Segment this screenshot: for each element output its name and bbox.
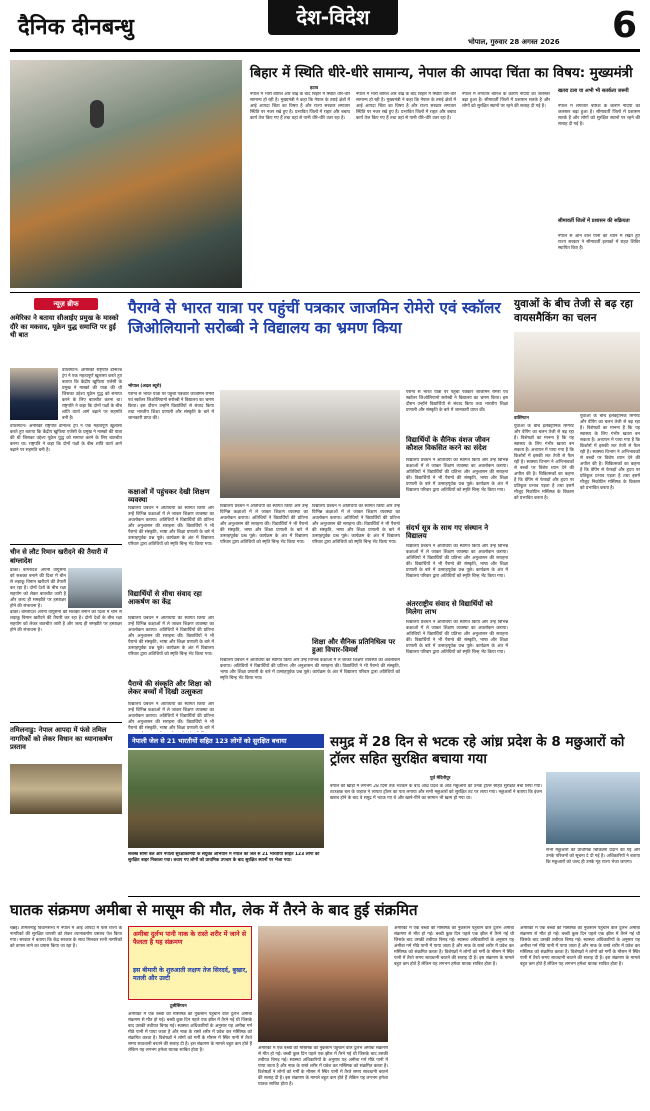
- journalist-subhead-3: पैराग्वे की संस्कृति और शिक्षा को लेकर बच्चों में दिखी उत्सुकता: [128, 680, 212, 696]
- amoeba-body-3: अमेरिका में एक बच्ची की मस्तिष्क को नुकसान पहुंचाने वाले दुर्लभ अमीबा संक्रमण से मौत हो गई। बच्ची कुछ दिन पहले एक झील में तैरने गई थी जिसके बाद उसकी तबीयत बिगड़ गई। स्वास्थ्य अधिकारियों के अनुसार यह अमीबा गर्म मीठे पानी में पाया जाता है और नाक के रास्ते शरीर में प्रवेश कर मस्तिष्क को संक्रमित करता है। विशेषज्ञों ने लोगों को गर्मी के मौसम में स्थिर पानी में तैरते समय सावधानी बरतने की सलाह दी है। इस संक्रमण के मामले बहुत कम होते हैं लेकिन यह लगभग हमेशा घातक साबित होता है।: [394, 926, 514, 967]
- news-brief-column: [10, 298, 122, 818]
- amoeba-body-1: अमेरिका में एक बच्ची की मस्तिष्क को नुकसान पहुंचाने वाले दुर्लभ अमीबा संक्रमण से मौत हो गई। बच्ची कुछ दिन पहले एक झील में तैरने गई थी जिसके बाद उसकी तबीयत बिगड़ गई। स्वास्थ्य अधिकारियों के अनुसार यह अमीबा गर्म मीठे पानी में पाया जाता है और नाक के रास्ते शरीर में प्रवेश कर मस्तिष्क को संक्रमित करता है। विशेषज्ञों ने लोगों को गर्मी के मौसम में स्थिर पानी में तैरते समय सावधानी बरतने की सलाह दी है। इस संक्रमण के मामले बहुत कम होते हैं लेकिन यह लगभग हमेशा घातक साबित होता है।: [128, 1012, 252, 1053]
- brief-rule-1: [10, 544, 122, 545]
- lead-body-col3: नेपाल में लगातार बारिश के कारण नदियों का जलस्तर बढ़ा हुआ है। सीमावर्ती जिलों में प्रशासन सतर्क है और लोगों को सुरक्षित स्थानों पर रहने की सलाह दी गई है।: [462, 92, 550, 109]
- journalist-subhead-5: विद्यार्थियों के सैनिक वंशज जीवन कौशल विकसित करने का संदेश: [406, 436, 490, 452]
- journalist-body-9: विद्यालय प्रबंधन ने अतिथियों का स्वागत किया और उन्हें विभिन्न कक्षाओं में ले जाकर शिक्षण व्यवस्था का अवलोकन कराया। अतिथियों ने विद्यार्थियों की प्रतिभा और अनुशासन की सराहना की। विद्यार्थियों ने भी पैराग्वे की संस्कृति, भाषा और शिक्षा प्रणाली के बारे में उत्साहपूर्वक प्रश्न पूछे। कार्यक्रम के अंत में विद्यालय परिवार द्वारा अतिथियों को स्मृति चिन्ह भेंट किया गया।: [406, 544, 508, 579]
- lead-side-body: नेपाल में लगातार बारिश के कारण नदियों का जलस्तर बढ़ा हुआ है। सीमावर्ती जिलों में प्रशासन सतर्क है और लोगों को सुरक्षित स्थानों पर रहने की सलाह दी गई है।: [558, 104, 640, 127]
- amoeba-byline: टूसीसिप्पन: [170, 1004, 187, 1009]
- youth-body-2: युवाओं के बीच इलेक्ट्रॉनिक सिगरेट और वेपिंग का चलन तेजी से बढ़ रहा है। विशेषज्ञों का मानना है कि यह स्वास्थ्य के लिए गंभीर खतरा बन सकता है। अध्ययन में पाया गया है कि किशोरों में इसकी लत तेजी से फैल रही है। स्वास्थ्य विभाग ने अभिभावकों से बच्चों पर विशेष ध्यान देने की अपील की है। चिकित्सकों का कहना है कि वेपिंग से फेफड़ों और हृदय पर प्रतिकूल प्रभाव पड़ता है तथा इसमें मौजूद निकोटिन मस्तिष्क के विकास को प्रभावित करता है।: [580, 414, 640, 491]
- amoeba-headline: घातक संक्रमण अमीबा से मासूम की मौत, लेक में तैरने के बाद हुई संक्रमित: [10, 901, 418, 919]
- journalist-body-10: विद्यालय प्रबंधन ने अतिथियों का स्वागत किया और उन्हें विभिन्न कक्षाओं में ले जाकर शिक्षण व्यवस्था का अवलोकन कराया। अतिथियों ने विद्यार्थियों की प्रतिभा और अनुशासन की सराहना की। विद्यार्थियों ने भी पैराग्वे की संस्कृति, भाषा और शिक्षा प्रणाली के बारे में उत्साहपूर्वक प्रश्न पूछे। कार्यक्रम के अंत में विद्यालय परिवार द्वारा अतिथियों को स्मृति चिन्ह भेंट किया गया।: [406, 620, 508, 655]
- journalist-intro: पैराग्वे से भारत यात्रा पर पहुंचीं पत्रकार जाजमिन रोमेरो एवं स्कॉलर जिओलियानो सरोब्बी ने विद्यालय का भ्रमण किया। इस दौरान उन्होंने विद्यार्थियों से संवाद किया तथा भारतीय शिक्षा प्रणाली और संस्कृति के बारे में जानकारी प्राप्त की।: [128, 392, 214, 421]
- brief-title-3: तमिलनाडु: नेपाल आपदा में फंसे तमिल नागरिकों को लेकर विधान का ध्यानाकर्षण प्रस्ताव: [10, 726, 113, 752]
- journalist-body-3: विद्यालय प्रबंधन ने अतिथियों का स्वागत किया और उन्हें विभिन्न कक्षाओं में ले जाकर शिक्षण व्यवस्था का अवलोकन कराया। अतिथियों ने विद्यार्थियों की प्रतिभा और अनुशासन की सराहना की। विद्यार्थियों ने भी पैराग्वे की संस्कृति, भाषा और शिक्षा प्रणाली के बारे में: [128, 702, 214, 731]
- fishermen-headline: समुद्र में 28 दिन से भटक रहे आंध्र प्रदेश के 8 मछुआरों को ट्रॉलर सहित सुरक्षित बचाया गया: [330, 734, 625, 767]
- brief-body-1: वाशिंगटन। अमेरिकी राष्ट्रपति डोनाल्ड ट्रंप ने एक महत्वपूर्ण खुलासा करते हुए बताया कि केंद्रीय खुफिया एजेंसी के प्रमुख ने मास्को की यात्रा की थी जिसका उद्देश्य यूक्रेन युद्ध को समाप्त करने के लिए बातचीत करना था। राष्ट्रपति ने कहा कि दोनों पक्षों के बीच शांति वार्ता आगे बढ़ाने पर सहमति बनी है।: [62, 368, 122, 421]
- fishermen-story: [330, 734, 640, 894]
- masthead: [0, 0, 650, 58]
- brief-rule-2: [10, 722, 122, 723]
- amoeba-photo: [258, 926, 388, 1042]
- journalist-headline: पैराग्वे से भारत यात्रा पर पहुंचीं पत्रकार जाजमिन रोमेरो एवं स्कॉलर जिओलियानो सरोब्बी ने विद्यालय का भ्रमण किया: [128, 299, 501, 337]
- amoeba-left-brief: चेन्नई। तमिलनाडु विधानसभा में नेपाल में आई आपदा में फंसे राज्य के नागरिकों की सुरक्षित वापसी को लेकर ध्यानाकर्षण प्रस्ताव पेश किया गया। सरकार ने बताया कि केंद्र सरकार के साथ मिलकर सभी नागरिकों को वापस लाने का प्रयास किया जा रहा है।: [10, 926, 122, 949]
- journalist-subhead-4: शिक्षा और सैनिक प्रतिनिधित्व पर हुआ विचार-विमर्श: [312, 638, 396, 654]
- brief-title-2: चीन से लौट रिमान खरीदने की तैयारी में बांग्लादेश: [10, 548, 108, 565]
- amoeba-body-2: अमेरिका में एक बच्ची की मस्तिष्क को नुकसान पहुंचाने वाले दुर्लभ अमीबा संक्रमण से मौत हो गई। बच्ची कुछ दिन पहले एक झील में तैरने गई थी जिसके बाद उसकी तबीयत बिगड़ गई। स्वास्थ्य अधिकारियों के अनुसार यह अमीबा गर्म मीठे पानी में पाया जाता है और नाक के रास्ते शरीर में प्रवेश कर मस्तिष्क को संक्रमित करता है। विशेषज्ञों ने लोगों को गर्मी के मौसम में स्थिर पानी में तैरते समय सावधानी बरतने की सलाह दी है। इस संक्रमण के मामले बहुत कम होते हैं लेकिन यह लगभग हमेशा घातक साबित होता है।: [258, 1046, 388, 1087]
- amoeba-inset-title: अमीबा दुर्लभ पानी नाक के रास्ते शरीर में जाने से फैलता है यह संक्रमण: [133, 930, 247, 946]
- brief-body-1b: वाशिंगटन। अमेरिकी राष्ट्रपति डोनाल्ड ट्रंप ने एक महत्वपूर्ण खुलासा करते हुए बताया कि केंद्रीय खुफिया एजेंसी के प्रमुख ने मास्को की यात्रा की थी जिसका उद्देश्य यूक्रेन युद्ध को समाप्त करने के लिए बातचीत करना था। राष्ट्रपति ने कहा कि दोनों पक्षों के बीच शांति वार्ता आगे बढ़ाने पर सहमति बनी है।: [10, 424, 122, 453]
- journalist-body-4: विद्यालय प्रबंधन ने अतिथियों का स्वागत किया और उन्हें विभिन्न कक्षाओं में ले जाकर शिक्षण व्यवस्था का अवलोकन कराया। अतिथियों ने विद्यार्थियों की प्रतिभा और अनुशासन की सराहना की। विद्यार्थियों ने भी पैराग्वे की संस्कृति, भाषा और शिक्षा प्रणाली के बारे में उत्साहपूर्वक प्रश्न पूछे। कार्यक्रम के अंत में विद्यालय परिवार द्वारा अतिथियों को स्मृति चिन्ह भेंट किया गया।: [220, 504, 308, 545]
- journalist-body-5: विद्यालय प्रबंधन ने अतिथियों का स्वागत किया और उन्हें विभिन्न कक्षाओं में ले जाकर शिक्षण व्यवस्था का अवलोकन कराया। अतिथियों ने विद्यार्थियों की प्रतिभा और अनुशासन की सराहना की। विद्यार्थियों ने भी पैराग्वे की संस्कृति, भाषा और शिक्षा प्रणाली के बारे में उत्साहपूर्वक प्रश्न पूछे। कार्यक्रम के अंत में विद्यालय परिवार द्वारा अतिथियों को स्मृति चिन्ह भेंट किया गया।: [312, 504, 400, 545]
- youth-byline: वाशिंगटन: [514, 416, 529, 421]
- journalist-subhead-6: संदर्भ सूत्र के साथ गए संस्थान ने विद्यालय: [406, 524, 489, 540]
- journalist-story: [128, 298, 508, 732]
- page-number: 6: [612, 5, 638, 46]
- amoeba-inset: [128, 926, 252, 1000]
- masthead-rule: [10, 49, 640, 52]
- journalist-body-8: विद्यालय प्रबंधन ने अतिथियों का स्वागत किया और उन्हें विभिन्न कक्षाओं में ले जाकर शिक्षण व्यवस्था का अवलोकन कराया। अतिथियों ने विद्यार्थियों की प्रतिभा और अनुशासन की सराहना की। विद्यार्थियों ने भी पैराग्वे की संस्कृति, भाषा और शिक्षा प्रणाली के बारे में उत्साहपूर्वक प्रश्न पूछे। कार्यक्रम के अंत में विद्यालय परिवार द्वारा अतिथियों को स्मृति चिन्ह भेंट किया गया।: [406, 458, 508, 493]
- microphone-icon: [90, 100, 104, 128]
- fishermen-photo: [546, 772, 640, 844]
- amoeba-body-4: अमेरिका में एक बच्ची की मस्तिष्क को नुकसान पहुंचाने वाले दुर्लभ अमीबा संक्रमण से मौत हो गई। बच्ची कुछ दिन पहले एक झील में तैरने गई थी जिसके बाद उसकी तबीयत बिगड़ गई। स्वास्थ्य अधिकारियों के अनुसार यह अमीबा गर्म मीठे पानी में पाया जाता है और नाक के रास्ते शरीर में प्रवेश कर मस्तिष्क को संक्रमित करता है। विशेषज्ञों ने लोगों को गर्मी के मौसम में स्थिर पानी में तैरते समय सावधानी बरतने की सलाह दी है। इस संक्रमण के मामले बहुत कम होते हैं लेकिन यह लगभग हमेशा घातक साबित होता है।: [520, 926, 640, 967]
- news-brief-label-text: न्यूज़ ब्रीफ: [53, 300, 79, 308]
- mid-rule: [128, 896, 640, 897]
- journalist-byline: भोपाल (अदल ब्यूरो): [128, 384, 162, 389]
- lead-headline: बिहार में स्थिति धीरे-धीरे सामान्य, नेपाल की आपदा चिंता का विषय: मुख्यमंत्री: [250, 65, 633, 81]
- amoeba-story: [10, 900, 640, 1105]
- youth-photo: [514, 332, 640, 412]
- lead-photo: [10, 60, 242, 288]
- lead-body-col2: नेपाल में भारी बारिश और बाढ़ के बाद बिहार में स्थिति धीरे-धीरे सामान्य हो रही है। मुख्यमंत्री ने कहा कि नेपाल के तराई क्षेत्रों में आई आपदा चिंता का विषय है और राज्य सरकार लगातार स्थिति पर नजर रखे हुए है। प्रभावित जिलों में राहत और बचाव कार्य तेज किए गए हैं तथा वहां से पानी धीरे-धीरे उतर रहा है।: [356, 92, 456, 121]
- fishermen-body-1: बंगाल की खाड़ी में लगभग 28 दिनों तक भटकने के बाद आंध्र प्रदेश के आठ मछुआरों को उनके ट्रॉलर सहित सुरक्षित बचा लिया गया। तटरक्षक बल के जहाज ने लापता ट्रॉलर का पता लगाया और सभी मछुआरों को सुरक्षित तट पर लाया गया। मछुआरों ने बताया कि इंजन खराब होने के बाद वे समुद्र में भटक गए थे और खाने-पीने का सामान भी खत्म हो गया था।: [330, 784, 542, 801]
- lead-side-body-2: नेपाल से आने वाले पानी को ध्यान में रखते हुए राज्य सरकार ने सीमावर्ती इलाकों में राहत शिविर स्थापित किए हैं।: [558, 234, 640, 251]
- lead-story: [10, 60, 640, 290]
- youth-story: [514, 298, 640, 732]
- lead-side-heading-2: सीमावर्ती जिलों में प्रशासन की सक्रियता: [558, 218, 630, 224]
- brief-photo-3: [10, 764, 122, 814]
- journalist-subhead-2: विद्यार्थियों से सीधा संवाद रहा आकर्षण का केंद्र: [128, 590, 202, 606]
- fishermen-byline: पुर्व मेदिनीपुर: [430, 776, 451, 781]
- journalist-photo: [220, 390, 400, 498]
- brief-body-2b: ढाका। बांग्लादेश अपनी वायुसेना को सशक्त बनाने की दिशा में चीन से लड़ाकू विमान खरीदने की तैयारी कर रहा है। दोनों देशों के बीच रक्षा सहयोग को लेकर बातचीत जारी है और जल्द ही समझौते पर हस्ताक्षर होने की संभावना है।: [10, 610, 122, 633]
- nepal-photo: [128, 750, 324, 848]
- lead-byline: हटाव: [310, 86, 319, 91]
- journalist-body-2: विद्यालय प्रबंधन ने अतिथियों का स्वागत किया और उन्हें विभिन्न कक्षाओं में ले जाकर शिक्षण व्यवस्था का अवलोकन कराया। अतिथियों ने विद्यार्थियों की प्रतिभा और अनुशासन की सराहना की। विद्यार्थियों ने भी पैराग्वे की संस्कृति, भाषा और शिक्षा प्रणाली के बारे में उत्साहपूर्वक प्रश्न पूछे। कार्यक्रम के अंत में विद्यालय परिवार द्वारा अतिथियों को स्मृति चिन्ह भेंट किया गया।: [128, 616, 214, 657]
- fishermen-side: सभी मछुआरों को प्राथमिक चिकित्सा प्रदान की गई और उनके परिजनों को सूचना दे दी गई है। अधिकारियों ने बताया कि मछुआरों को जल्द ही उनके गृह राज्य भेजा जाएगा।: [546, 848, 640, 865]
- brief-title-1: अमेरिका ने बताया सीआईए प्रमुख के मास्को दौरे का मकसद, यूक्रेन युद्ध समाप्ति पर हुई थी बात: [10, 314, 119, 340]
- journalist-body-7: पैराग्वे से भारत यात्रा पर पहुंचीं पत्रकार जाजमिन रोमेरो एवं स्कॉलर जिओलियानो सरोब्बी ने विद्यालय का भ्रमण किया। इस दौरान उन्होंने विद्यार्थियों से संवाद किया तथा भारतीय शिक्षा प्रणाली और संस्कृति के बारे में जानकारी प्राप्त की।: [406, 390, 508, 413]
- amoeba-inset-sub: इस बीमारी के शुरुआती लक्षण तेज सिरदर्द, बुखार, मतली और उल्टी: [133, 967, 248, 982]
- journalist-subhead-7: अंतरराष्ट्रीय संवाद से विद्यार्थियों को मिलेगा लाभ: [406, 600, 493, 616]
- youth-headline: युवाओं के बीच तेजी से बढ़ रहा वायसमैकिंग का चलन: [514, 298, 633, 324]
- nepal-banner: नेपाली जेल से 21 भारतीयों सहित 123 लोगों को सुरक्षित बचाया: [132, 737, 287, 745]
- section-title: देश-विदेश: [296, 5, 370, 29]
- youth-body-1: युवाओं के बीच इलेक्ट्रॉनिक सिगरेट और वेपिंग का चलन तेजी से बढ़ रहा है। विशेषज्ञों का मानना है कि यह स्वास्थ्य के लिए गंभीर खतरा बन सकता है। अध्ययन में पाया गया है कि किशोरों में इसकी लत तेजी से फैल रही है। स्वास्थ्य विभाग ने अभिभावकों से बच्चों पर विशेष ध्यान देने की अपील की है। चिकित्सकों का कहना है कि वेपिंग से फेफड़ों और हृदय पर प्रतिकूल प्रभाव पड़ता है तथा इसमें मौजूद निकोटिन मस्तिष्क के विकास को प्रभावित करता है।: [514, 424, 574, 501]
- lead-side-heading: खतरा टला या अभी भी सतर्कता जरूरी: [558, 88, 629, 94]
- brief-photo-1: [10, 368, 58, 420]
- paper-name: दैनिक दीनबन्धु: [18, 14, 134, 40]
- journalist-subhead-1: कक्षाओं में पहुंचकर देखी शिक्षण व्यवस्था: [128, 488, 210, 504]
- lead-body-col1: नेपाल में भारी बारिश और बाढ़ के बाद बिहार में स्थिति धीरे-धीरे सामान्य हो रही है। मुख्यमंत्री ने कहा कि नेपाल के तराई क्षेत्रों में आई आपदा चिंता का विषय है और राज्य सरकार लगातार स्थिति पर नजर रखे हुए है। प्रभावित जिलों में राहत और बचाव कार्य तेज किए गए हैं तथा वहां से पानी धीरे-धीरे उतर रहा है।: [250, 92, 350, 121]
- dateline: भोपाल, गुरुवार 28 अगस्त 2026: [468, 38, 560, 46]
- nepal-photo-block: [128, 734, 324, 894]
- brief-photo-2: [68, 568, 122, 608]
- journalist-body-6: विद्यालय प्रबंधन ने अतिथियों का स्वागत किया और उन्हें विभिन्न कक्षाओं में ले जाकर शिक्षण व्यवस्था का अवलोकन कराया। अतिथियों ने विद्यार्थियों की प्रतिभा और अनुशासन की सराहना की। विद्यार्थियों ने भी पैराग्वे की संस्कृति, भाषा और शिक्षा प्रणाली के बारे में उत्साहपूर्वक प्रश्न पूछे। कार्यक्रम के अंत में विद्यालय परिवार द्वारा अतिथियों को स्मृति चिन्ह भेंट किया गया।: [220, 658, 400, 681]
- journalist-body-1: विद्यालय प्रबंधन ने अतिथियों का स्वागत किया और उन्हें विभिन्न कक्षाओं में ले जाकर शिक्षण व्यवस्था का अवलोकन कराया। अतिथियों ने विद्यार्थियों की प्रतिभा और अनुशासन की सराहना की। विद्यार्थियों ने भी पैराग्वे की संस्कृति, भाषा और शिक्षा प्रणाली के बारे में उत्साहपूर्वक प्रश्न पूछे। कार्यक्रम के अंत में विद्यालय परिवार द्वारा अतिथियों को स्मृति चिन्ह भेंट किया गया।: [128, 506, 214, 547]
- nepal-caption: सशस्त्र सीमा बल और नेपाली सुरक्षाकर्मियों के संयुक्त अभियान में नेपाल की जेल से 21 भारतीयों सहित 123 लोगों को सुरक्षित बाहर निकाला गया। बचाए गए लोगों को प्राथमिक उपचार के बाद सुरक्षित स्थानों पर भेजा गया।: [128, 852, 320, 863]
- lead-rule: [10, 292, 640, 293]
- brief-body-2: ढाका। बांग्लादेश अपनी वायुसेना को सशक्त बनाने की दिशा में चीन से लड़ाकू विमान खरीदने की तैयारी कर रहा है। दोनों देशों के बीच रक्षा सहयोग को लेकर बातचीत जारी है और जल्द ही समझौते पर हस्ताक्षर होने की संभावना है।: [10, 568, 66, 608]
